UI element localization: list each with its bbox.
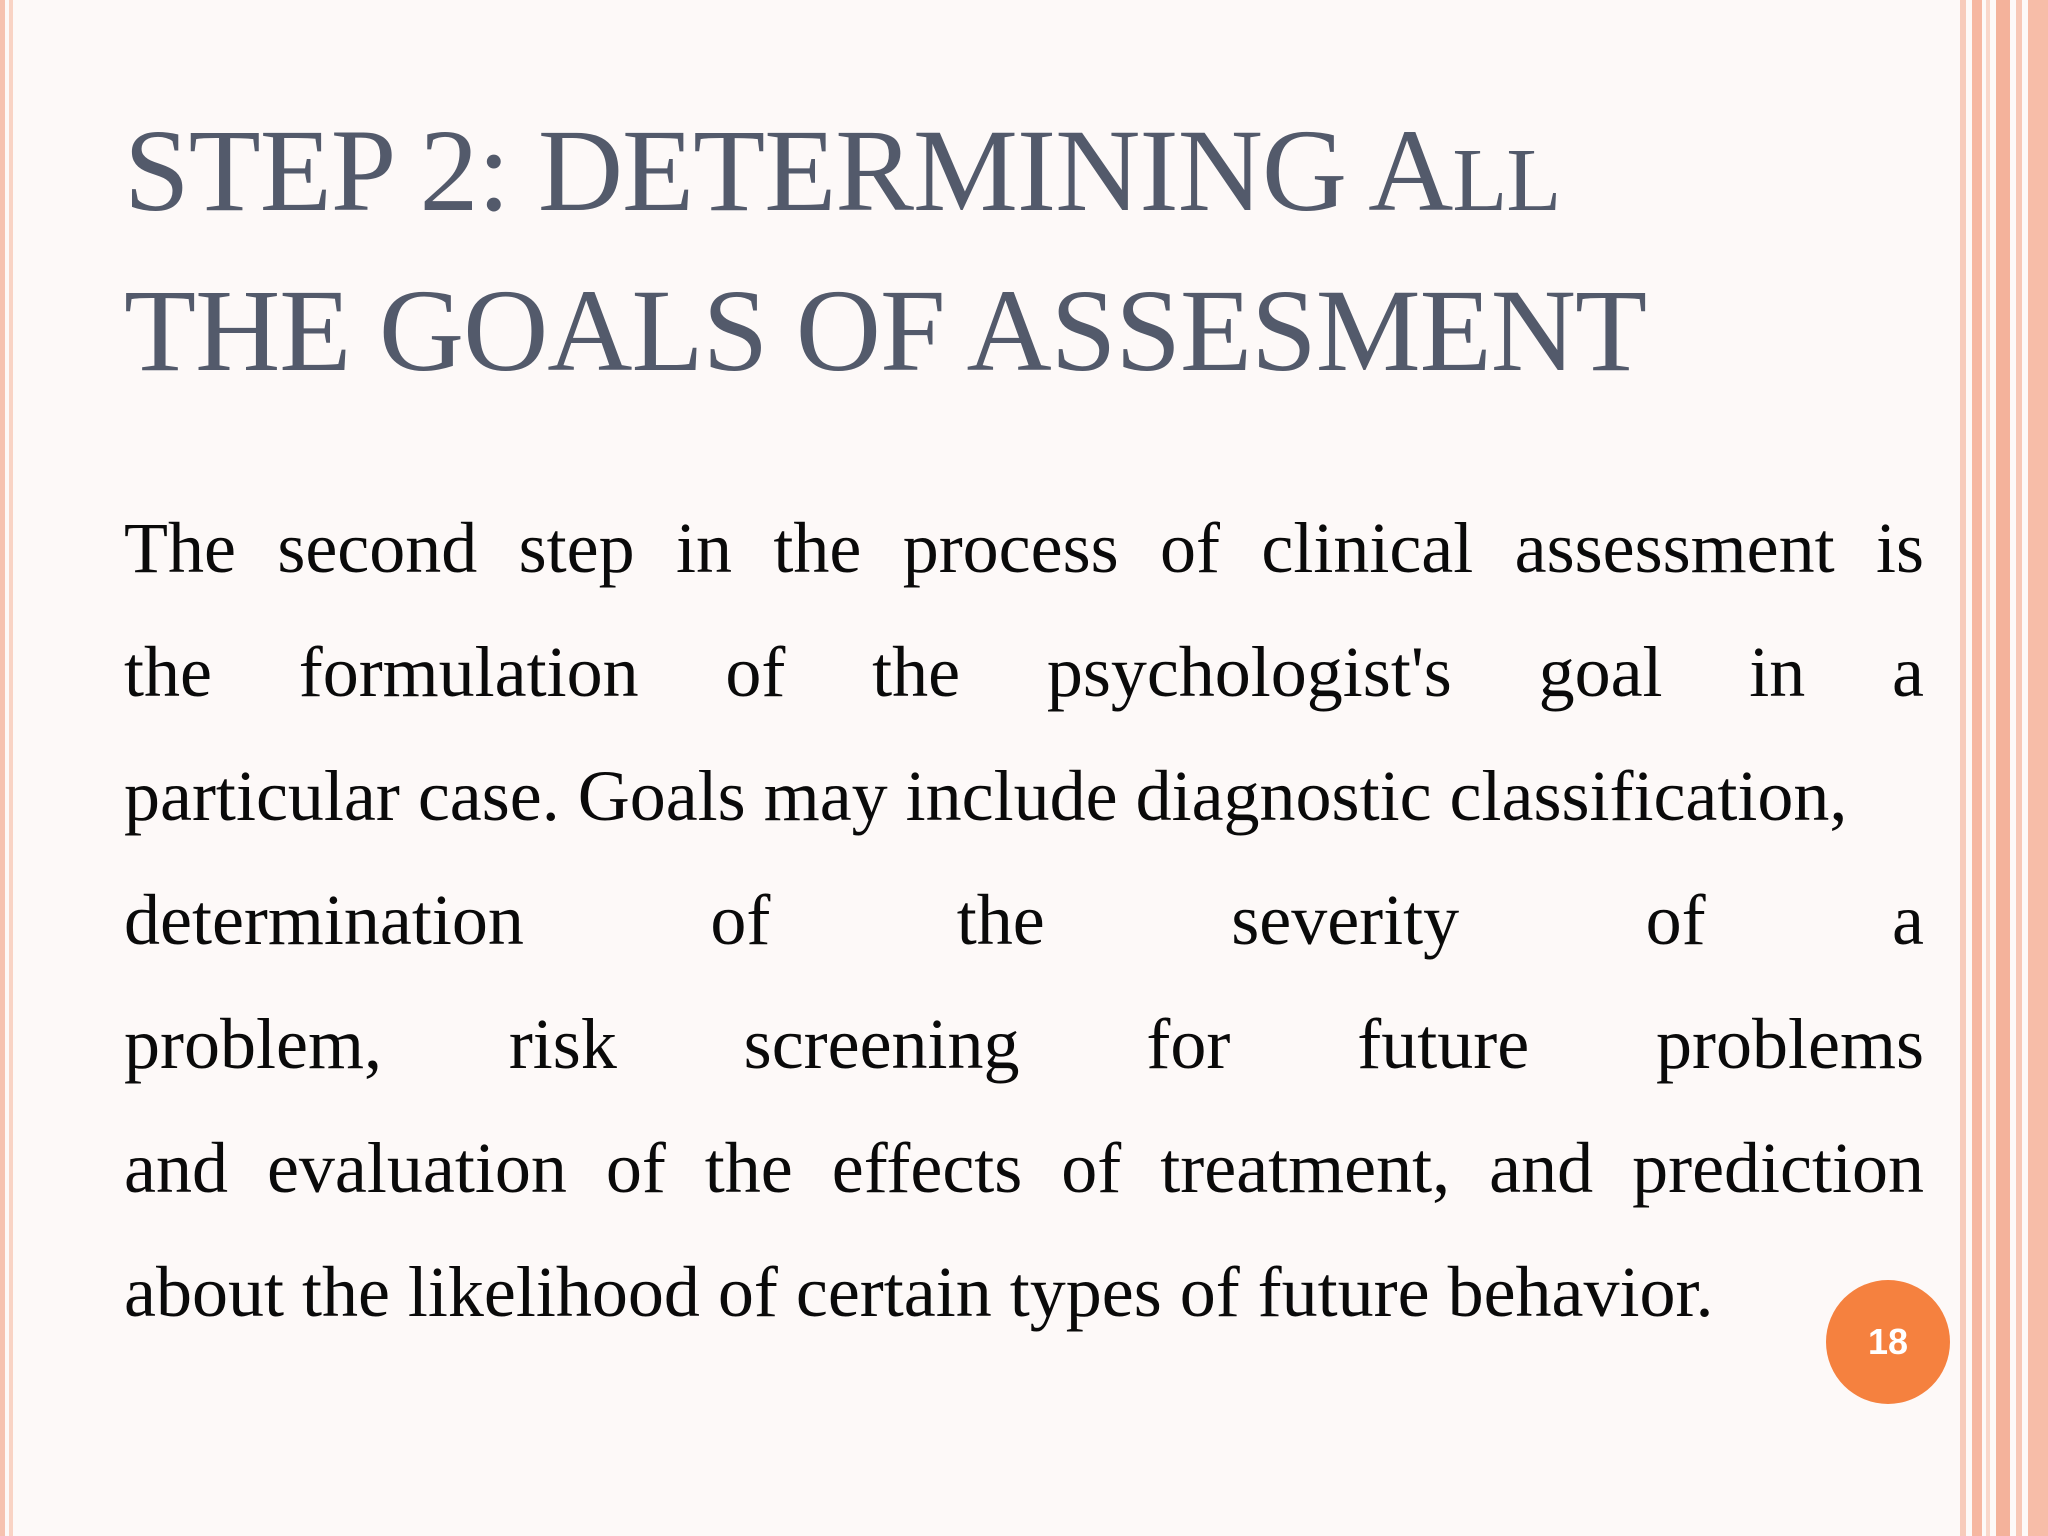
body-line: about the likelihood of certain types of future behavior. [124,1252,1714,1332]
title-line-1 [124,105,1560,236]
title-line-1-main: STEP 2: DETERMINING A [124,105,1453,236]
right-border-stripe [1960,0,1966,1536]
right-border-stripe [1996,0,2010,1536]
body-paragraph [124,500,1924,1368]
title-line-2: THE GOALS OF ASSESMENT [124,265,1647,396]
body-line: The second step in the process of clinical assessment is [124,508,1924,588]
body-line: determination of the severity of a [124,880,1924,960]
body-line: problem, risk screening for future problems [124,1004,1924,1084]
right-border-stripe [2016,0,2022,1536]
page-number-badge: 18 [1826,1280,1950,1404]
title-line-1-smallcaps: LL [1452,131,1561,230]
slide-title [124,96,1884,406]
right-border-stripe [2028,0,2048,1536]
left-border-stripe [0,0,5,1536]
right-border-stripe [1972,0,1982,1536]
body-line: the formulation of the psychologist's goal in a [124,632,1924,712]
left-border-stripe [9,0,13,1536]
body-line: particular case. Goals may include diagnostic classification, [124,756,1848,836]
body-line: and evaluation of the effects of treatment, and prediction [124,1128,1924,1208]
right-border-stripe [1986,0,1990,1536]
